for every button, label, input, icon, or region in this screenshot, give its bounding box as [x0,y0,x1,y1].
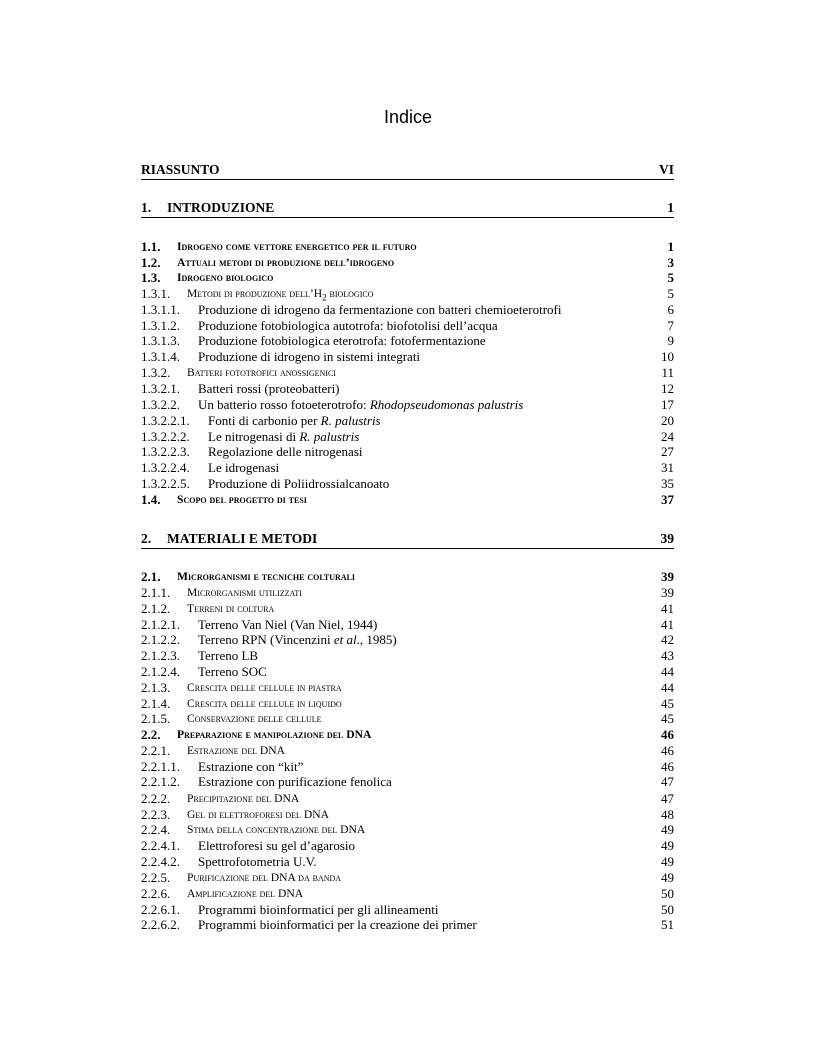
toc-entry-number: 1.3.1.2. [141,318,180,333]
toc-entry-title: Gel di elettroforesi del DNA [187,808,329,821]
toc-entry-page: 46 [661,759,674,774]
toc-entry [141,774,674,790]
toc-entry-number: 1. [141,200,152,215]
toc-entry [141,270,674,286]
toc-entry-title: Stima della concentrazione del DNA [187,823,366,836]
toc-entry-page: 42 [661,632,674,647]
toc-entry-number: 2. [141,531,152,546]
toc-entry-page: 11 [661,365,674,380]
toc-entry [141,617,674,633]
toc-entry-number: 1.3.1.3. [141,333,180,348]
toc-entry-title: Batteri fototrofici anossigenici [187,366,336,379]
toc-entry-number: 1.3.2. [141,365,171,380]
toc-entry [141,397,674,413]
toc-entry-number: 1.3.2.2.5. [141,476,190,491]
toc-entry-page: 47 [661,791,674,806]
toc-entry-number: 1.1. [141,239,161,254]
toc-entry-title: Estrazione con “kit” [198,759,304,774]
toc-entry-number: 2.1.2.4. [141,664,180,679]
toc-entry-title: Estrazione con purificazione fenolica [198,774,392,789]
toc-entry-number: 2.1.2.2. [141,632,180,647]
toc-entry-title: Produzione fotobiologica autotrofa: biofotolisi dell’acqua [198,318,498,333]
toc-entry-page: 20 [661,413,674,428]
toc-entry [141,696,674,712]
toc-entry-page: 1 [667,239,674,254]
toc-entry-title: Le nitrogenasi di R. palustris [208,429,360,444]
toc-entry-title: Programmi bioinformatici per gli allineamenti [198,902,439,917]
toc-entry-title: Programmi bioinformatici per la creazione dei primer [198,917,477,932]
toc-entry-number: 2.2.4.1. [141,838,180,853]
toc-entry-title: Conservazione delle cellule [187,712,322,725]
toc-entry-title: Terreno Van Niel (Van Niel, 1944) [198,617,378,632]
toc-entry [141,318,674,334]
toc-entry [141,162,674,180]
toc-entry-title: Attuali metodi di produzione dell’idrogeno [177,256,395,269]
toc-entry [141,743,674,759]
toc-entry-number: 2.1. [141,569,161,584]
toc-entry [141,255,674,271]
toc-entry-title: Terreni di coltura [187,602,275,615]
toc-entry-page: 50 [661,886,674,901]
toc-entry-title: Terreno RPN (Vincenzini et al., 1985) [198,632,397,647]
toc-entry-number: 1.3.2.2.3. [141,444,190,459]
toc-entry [141,886,674,902]
toc-entry-number: 1.3.1.1. [141,302,180,317]
toc-entry-number: 1.3.2.2. [141,397,180,412]
toc-entry-number: 1.3.2.1. [141,381,180,396]
toc-entry-page: 39 [661,569,674,584]
toc-entry-number: 2.2.2. [141,791,171,806]
toc-entry-page: 49 [661,870,674,885]
toc-entry-number: 2.2.4. [141,822,171,837]
toc-entry [141,460,674,476]
toc-entry [141,680,674,696]
toc-entry-number: 2.1.2. [141,601,171,616]
toc-entry-page: 10 [661,349,674,364]
toc-entry-title: Un batterio rosso fotoeterotrofo: Rhodopseudomonas palustris [198,397,524,412]
toc-entry-page: VI [658,162,674,177]
toc-entry [141,807,674,823]
toc-entry-page: 45 [661,711,674,726]
toc-entry-page: 39 [661,585,674,600]
toc-entry-page: 1 [667,200,674,215]
toc-entry-page: 39 [660,531,674,546]
toc-entry-page: 46 [661,743,674,758]
toc-entry-page: 3 [667,255,674,270]
toc-entry [141,531,674,549]
toc-entry-number: 1.3. [141,270,161,285]
toc-entry-page: 37 [661,492,674,507]
toc-entry [141,365,674,381]
toc-entry-title: Idrogeno biologico [177,271,274,284]
toc-entry-title: Le idrogenasi [208,460,280,475]
toc-entry [141,632,674,648]
toc-entry-number: 2.1.2.3. [141,648,180,663]
toc-entry-number: 2.2.1. [141,743,171,758]
toc-entry-title: Purificazione del DNA da banda [187,871,342,884]
toc-entry [141,349,674,365]
toc-entry-page: 50 [661,902,674,917]
toc-entry-title: Produzione fotobiologica eterotrofa: fotofermentazione [198,333,486,348]
toc-entry-page: 12 [661,381,674,396]
toc-entry-page: 5 [667,270,674,285]
toc-entry-title: Precipitazione del DNA [187,792,300,805]
toc-entry [141,444,674,460]
toc-entry-title: Crescita delle cellule in liquido [187,697,342,710]
toc-entry-number: 2.2.5. [141,870,171,885]
toc-entry [141,476,674,492]
toc-entry-title: RIASSUNTO [141,162,220,177]
toc-entry-number: 1.3.2.2.2. [141,429,190,444]
toc-entry-page: 49 [661,822,674,837]
toc-entry-number: 2.2.1.2. [141,774,180,789]
toc-entry-number: 1.3.2.2.4. [141,460,190,475]
toc-entry [141,854,674,870]
toc-entry [141,239,674,255]
toc-entry [141,711,674,727]
toc-entry [141,727,674,743]
toc-entry-page: 51 [661,917,674,932]
toc-entry [141,569,674,585]
toc-entry-page: 35 [661,476,674,491]
toc-entry-title: Spettrofotometria U.V. [198,854,317,869]
toc-entry-title: Crescita delle cellule in piastra [187,681,342,694]
toc-entry [141,492,674,508]
toc-entry [141,791,674,807]
toc-entry [141,759,674,775]
toc-entry-number: 2.2.6.1. [141,902,180,917]
toc-entry [141,902,674,918]
toc-entry [141,585,674,601]
toc-entry-page: 44 [661,680,674,695]
toc-entry-title: INTRODUZIONE [167,200,275,215]
toc-entry-page: 9 [667,333,674,348]
toc-entry-page: 49 [661,854,674,869]
toc-entry-page: 24 [661,429,674,444]
toc-entry-page: 45 [661,696,674,711]
toc-entry-number: 1.3.1. [141,286,171,301]
toc-entry [141,302,674,318]
toc-entry-title: Preparazione e manipolazione del DNA [177,728,372,741]
toc-entry-page: 7 [667,318,674,333]
toc-entry-number: 2.1.2.1. [141,617,180,632]
toc-entry-page: 27 [661,444,674,459]
toc-entry [141,333,674,349]
toc-entry-title: Estrazione del DNA [187,744,285,757]
toc-entry [141,601,674,617]
toc-entry [141,870,674,886]
toc-entry-title: Metodi di produzione $dell’H_2$ biologico [187,287,374,303]
toc-entry-page: 44 [661,664,674,679]
toc-entry [141,664,674,680]
toc-entry-number: 2.1.5. [141,711,171,726]
toc-entry-page: 49 [661,838,674,853]
toc-entry-number: 2.2.6. [141,886,171,901]
toc-entry [141,200,674,218]
toc-entry-page: 47 [661,774,674,789]
toc-entry-title: Regolazione delle nitrogenasi [208,444,363,459]
toc-entry-page: 6 [667,302,674,317]
toc-entry-page: 31 [661,460,674,475]
toc-entry-title: Produzione di idrogeno da fermentazione con batteri chemioeterotrofi [198,302,562,317]
toc-entry-number: 2.2.1.1. [141,759,180,774]
toc-entry [141,413,674,429]
toc-entry-title: Idrogeno come vettore energetico per il futuro [177,240,417,253]
toc-entry [141,822,674,838]
toc-entry-number: 1.3.1.4. [141,349,180,364]
toc-entry-number: 2.1.3. [141,680,171,695]
toc-entry-title: Elettroforesi su gel d’agarosio [198,838,356,853]
toc-entry-title: Microrganismi utilizzati [187,586,302,599]
toc-entry-title: MATERIALI E METODI [167,531,318,546]
toc-entry-number: 2.2.3. [141,807,171,822]
toc-entry-title: Scopo del progetto di tesi [177,493,307,506]
toc-entry-title: Terreno SOC [198,664,267,679]
toc-entry-title: Microrganismi e tecniche colturali [177,570,356,583]
page-title: Indice [383,107,433,127]
toc-entry-page: 46 [661,727,674,742]
toc-entry-number: 2.2. [141,727,161,742]
toc-entry-number: 1.2. [141,255,161,270]
toc-entry-page: 41 [661,617,674,632]
toc-entry [141,381,674,397]
toc-entry-title: Produzione di Poliidrossialcanoato [208,476,390,491]
toc-entry-title: Terreno LB [198,648,259,663]
toc-entry [141,429,674,445]
toc-entry [141,648,674,664]
toc-entry [141,917,674,933]
toc-entry-title: Fonti di carbonio per R. palustris [208,413,381,428]
toc-entry-number: 2.1.4. [141,696,171,711]
toc-entry-number: 1.4. [141,492,161,507]
toc-entry-title: Batteri rossi (proteobatteri) [198,381,340,396]
toc-entry-number: 2.1.1. [141,585,171,600]
toc-entry-title: Produzione di idrogeno in sistemi integrati [198,349,421,364]
toc-entry-number: 2.2.6.2. [141,917,180,932]
toc-entry-page: 48 [661,807,674,822]
toc-entry-page: 41 [661,601,674,616]
toc-entry-page: 17 [661,397,674,412]
toc-entry-page: 43 [661,648,674,663]
toc-entry-title: Amplificazione del DNA [187,887,304,900]
toc-entry-number: 2.2.4.2. [141,854,180,869]
toc-entry [141,286,674,302]
toc-entry-page: 5 [667,286,674,301]
toc-entry-number: 1.3.2.2.1. [141,413,190,428]
toc-entry [141,838,674,854]
